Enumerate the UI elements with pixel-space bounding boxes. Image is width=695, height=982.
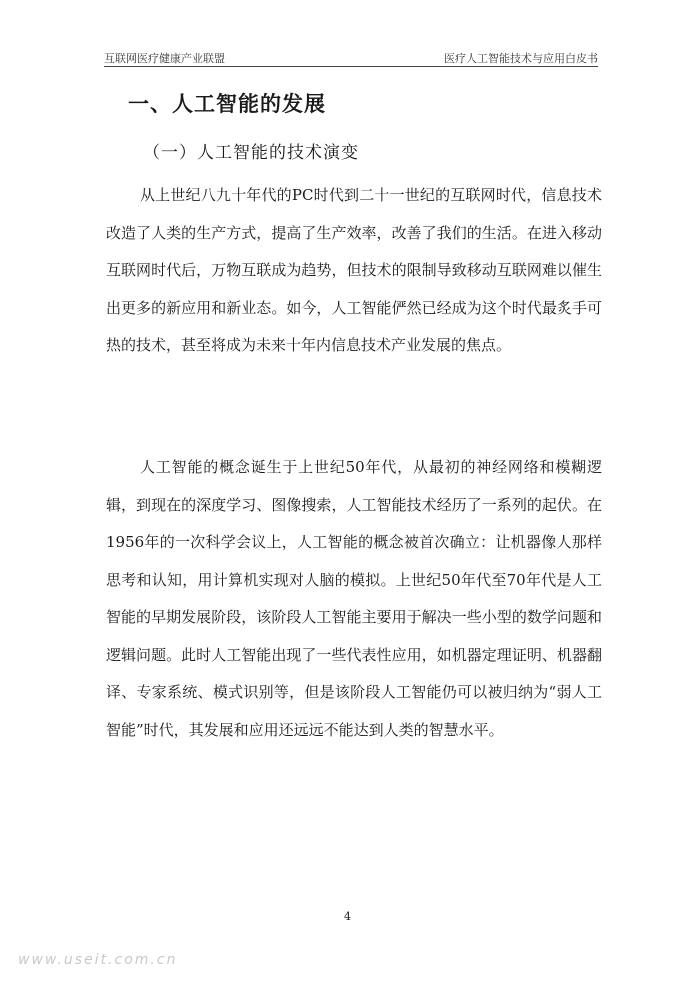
page-header <box>104 48 598 67</box>
page-number: 4 <box>344 910 351 923</box>
subsection-title: （一）人工智能的技术演变 <box>143 143 359 163</box>
paragraph-2: 人工智能的概念诞生于上世纪50年代，从最初的神经网络和模糊逻辑，到现在的深度学习、图像搜索，人工智能技术经历了一系列的起伏。在1956年的一次科学会议上，人工智能的概念被首次确立：让机器像人那样思考和认知，用计算机实现对人脑的模拟。上世纪50年代至70年代是人工智能的早期发展阶段，该阶段人工智能主要用于解决一些小型的数学问题和逻辑问题。此时人工智能出现了一些代表性应用，如机器定理证明、机器翻译、专家系统、模式识别等，但是该阶段人工智能仍可以被归纳为“弱人工智能”时代，其发展和应用还远远不能达到人类的智慧水平。 <box>106 458 602 739</box>
header-left-text: 互联网医疗健康产业联盟 <box>104 52 225 65</box>
header-right-text: 医疗人工智能技术与应用白皮书 <box>444 52 598 65</box>
paragraph-1: 从上世纪八九十年代的PC时代到二十一世纪的互联网时代，信息技术改造了人类的生产方式，提高了生产效率，改善了我们的生活。在进入移动互联网时代后，万物互联成为趋势，但技术的限制导致移动互联网难以催生出更多的新应用和新业态。如今，人工智能俨然已经成为这个时代最炙手可热的技术，甚至将成为未来十年内信息技术产业发展的焦点。 <box>106 186 602 354</box>
watermark: www.useit.com.cn <box>18 952 178 968</box>
section-title: 一、人工智能的发展 <box>128 91 326 116</box>
